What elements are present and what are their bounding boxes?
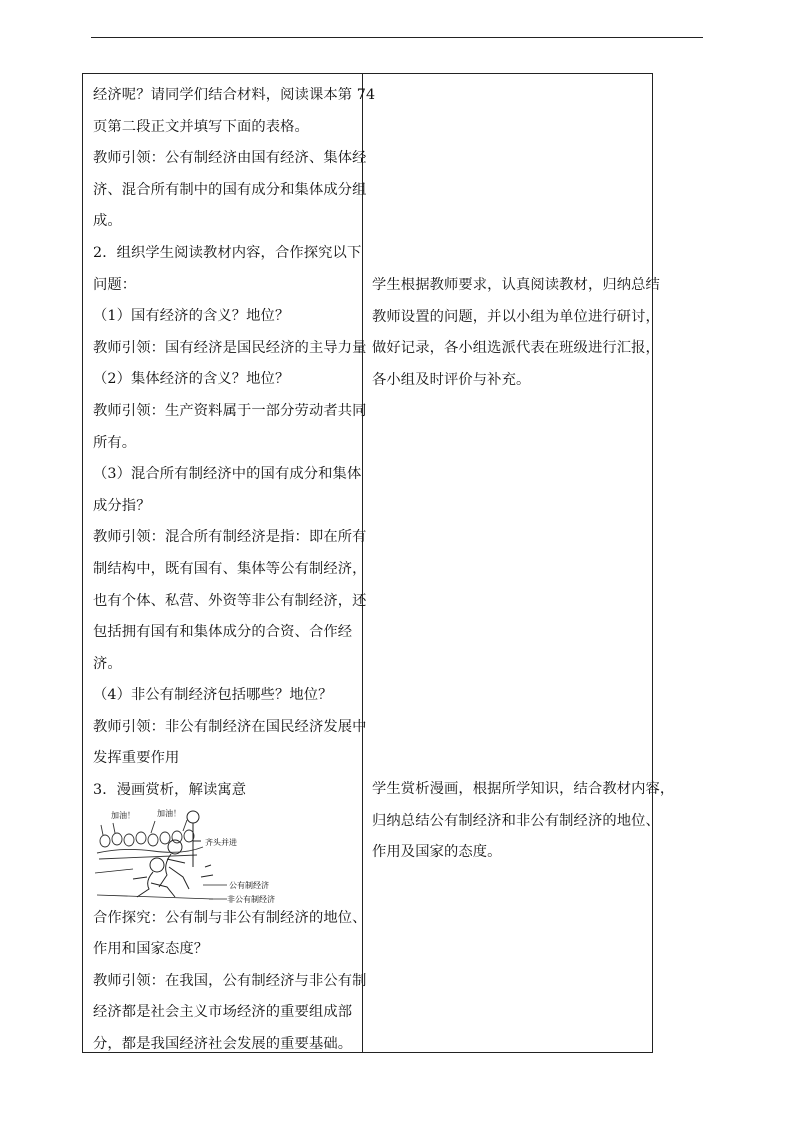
text-line: 教师引领：生产资料属于一部分劳动者共同 bbox=[93, 402, 367, 419]
text-line: 做好记录，各小组选派代表在班级进行汇报， bbox=[372, 340, 660, 357]
text-line: 发挥重要作用 bbox=[93, 750, 180, 767]
teacher-activity-text-continued bbox=[93, 903, 367, 1061]
text-line: 分，都是我国经济社会发展的重要基础。 bbox=[93, 1036, 353, 1053]
text-line: 学生赏析漫画，根据所学知识，结合教材内容， bbox=[372, 781, 675, 797]
text-line: 教师引领：混合所有制经济是指：即在所有 bbox=[93, 529, 367, 546]
text-line: 教师引领：国有经济是国民经济的主导力量 bbox=[93, 339, 367, 356]
header-rule bbox=[91, 37, 703, 38]
cartoon-block bbox=[93, 807, 357, 903]
text-line: 包括拥有国有和集体成分的合资、合作经 bbox=[93, 624, 353, 641]
crowd-illustration bbox=[97, 820, 203, 859]
text-line: 学生根据教师要求，认真阅读教材，归纳总结 bbox=[372, 277, 660, 293]
text-line: 各小组及时评价与补充。 bbox=[372, 371, 531, 388]
signpost-illustration bbox=[187, 811, 201, 867]
text-line: 成分指？ bbox=[93, 497, 151, 514]
text-line: 归纳总结公有制经济和非公有制经济的地位、 bbox=[372, 812, 660, 829]
cartoon-label-nonpublic: 非公有制经济 bbox=[227, 894, 275, 903]
text-line: 2．组织学生阅读教材内容，合作探究以下 bbox=[93, 244, 362, 261]
text-line: 3．漫画赏析，解读寓意 bbox=[93, 782, 247, 799]
text-line: 济。 bbox=[93, 655, 122, 672]
cartoon-sign-label: 齐头并进 bbox=[205, 837, 237, 847]
text-line: 作用及国家的态度。 bbox=[372, 844, 502, 861]
text-line: 制结构中，既有国有、集体等公有制经济， bbox=[93, 560, 367, 577]
cartoon-image bbox=[93, 807, 289, 903]
lesson-table bbox=[82, 73, 675, 1053]
text-line: 也有个体、私营、外资等非公有制经济，还 bbox=[93, 592, 367, 609]
text-line: 所有。 bbox=[93, 434, 137, 451]
text-line: 教师引领：非公有制经济在国民经济发展中 bbox=[93, 718, 367, 735]
text-line: 教师设置的问题，并以小组为单位进行研讨， bbox=[372, 308, 660, 325]
text-line: 问题： bbox=[93, 276, 137, 293]
teacher-activity-cell bbox=[93, 80, 376, 1061]
cartoon-shout-1: 加油！ bbox=[111, 810, 135, 820]
cartoon-shout-2: 加油！ bbox=[157, 808, 181, 818]
text-line: 成。 bbox=[93, 213, 122, 230]
text-line: 页第二段正文并填写下面的表格。 bbox=[93, 118, 309, 135]
text-line: （2）集体经济的含义？地位？ bbox=[93, 371, 290, 388]
text-line: 合作探究：公有制与非公有制经济的地位、 bbox=[93, 909, 367, 926]
text-line: 经济都是社会主义市场经济的重要组成部 bbox=[93, 1004, 353, 1021]
teacher-activity-text bbox=[93, 80, 376, 807]
text-line: 经济呢？请同学们结合材料，阅读课本第 74 bbox=[93, 87, 376, 103]
text-line: 济、混合所有制中的国有成分和集体成分组 bbox=[93, 181, 367, 198]
student-activity-block-1 bbox=[372, 270, 660, 396]
runners-illustration bbox=[133, 840, 213, 897]
text-line: 教师引领：在我国，公有制经济与非公有制 bbox=[93, 972, 367, 989]
text-line: （3）混合所有制经济中的国有成分和集体 bbox=[93, 466, 362, 483]
cartoon-label-public: 公有制经济 bbox=[229, 880, 269, 890]
text-line: 作用和国家态度？ bbox=[93, 941, 209, 958]
text-line: （1）国有经济的含义？地位？ bbox=[93, 308, 290, 325]
text-line: （4）非公有制经济包括哪些？地位？ bbox=[93, 687, 333, 704]
text-line: 教师引领：公有制经济由国有经济、集体经 bbox=[93, 150, 367, 167]
student-activity-block-2 bbox=[372, 774, 675, 869]
